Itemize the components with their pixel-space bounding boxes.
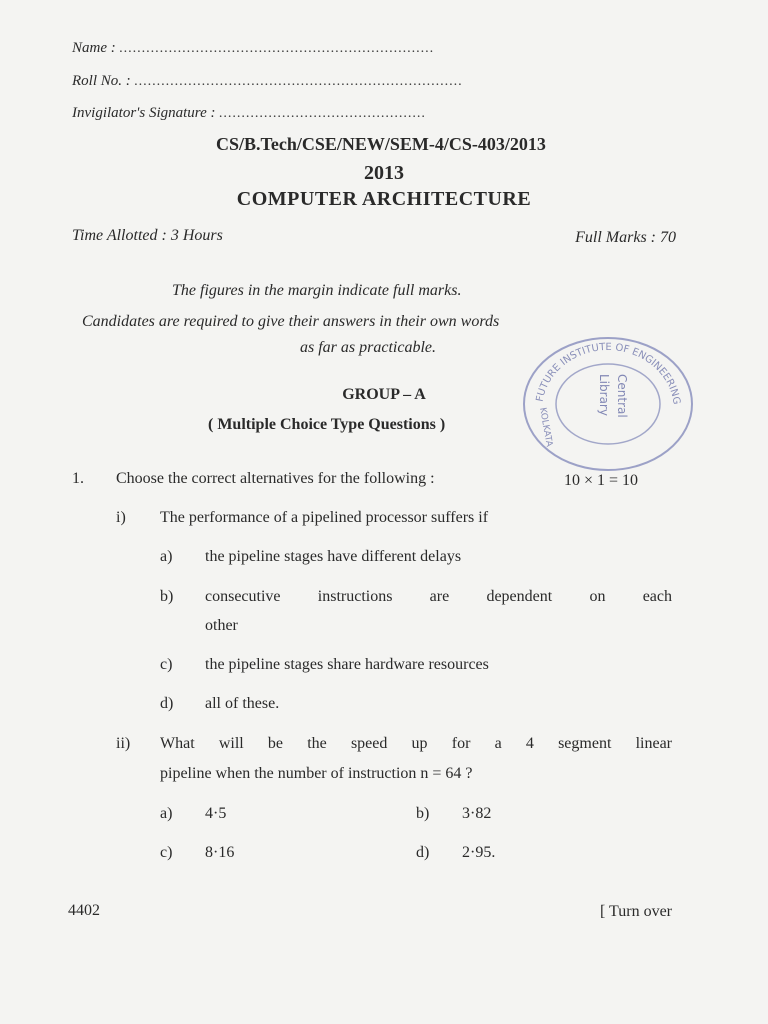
option-text: 4·5 — [205, 805, 227, 822]
roll-label: Roll No. : — [72, 73, 131, 89]
subq-1-text: The performance of a pipelined processor suffers if — [160, 509, 489, 526]
option-text: 8·16 — [205, 844, 235, 861]
option-label: d) — [160, 695, 174, 712]
option-label: a) — [160, 805, 173, 822]
option-label: a) — [160, 548, 173, 565]
name-field — [72, 40, 435, 57]
stamp-outer-text: FUTURE INSTITUTE OF ENGINEERING — [534, 341, 682, 406]
exam-subject: COMPUTER ARCHITECTURE — [236, 188, 532, 210]
question-text: Choose the correct alternatives for the following : — [116, 470, 435, 487]
instruction-line-1: The figures in the margin indicate full marks. — [172, 282, 462, 299]
invigilator-field — [72, 105, 426, 122]
option-text: 2·95. — [462, 844, 496, 861]
instruction-line-2: Candidates are required to give their answers in their own words — [82, 313, 500, 330]
option-label: d) — [416, 844, 430, 861]
exam-year: 2013 — [364, 162, 404, 184]
option-label: b) — [160, 588, 174, 605]
page-code: 4402 — [68, 902, 100, 919]
option-label: b) — [416, 805, 430, 822]
question-number: 1. — [72, 470, 84, 487]
option-text: the pipeline stages share hardware resources — [205, 656, 489, 673]
name-label: Name : — [72, 40, 116, 56]
option-text: consecutive instructions are dependent on each — [205, 588, 672, 605]
option-text: 3·82 — [462, 805, 492, 822]
group-title: GROUP – A — [342, 386, 426, 403]
stamp-center-line-1: Central — [615, 374, 629, 418]
turn-over: [ Turn over — [599, 903, 672, 920]
option-text: all of these. — [205, 695, 280, 712]
exam-code: CS/B.Tech/CSE/NEW/SEM-4/CS-403/2013 — [216, 134, 546, 154]
subq-2-number: ii) — [116, 735, 131, 752]
option-label: c) — [160, 656, 173, 673]
subq-2-text: What will be the speed up for a 4 segment linear — [160, 735, 672, 752]
invigilator-label: Invigilator's Signature : — [72, 105, 216, 121]
group-subtitle: ( Multiple Choice Type Questions ) — [208, 416, 446, 433]
option-text-continued: other — [205, 617, 238, 634]
invigilator-dots: .............................................. — [219, 106, 427, 121]
question-marks: 10 × 1 = 10 — [564, 472, 639, 489]
option-text: the pipeline stages have different delays — [205, 548, 462, 565]
stamp-center-line-2: Library — [597, 374, 611, 416]
stamp-left-text: KOLKATA — [537, 406, 554, 448]
subq-2-text-continued: pipeline when the number of instruction n = 64 ? — [160, 765, 473, 782]
subq-1-number: i) — [116, 509, 126, 526]
time-allotted: Time Allotted : 3 Hours — [72, 227, 223, 244]
roll-dots: ......................................................................... — [134, 74, 463, 89]
name-dots: ...................................................................... — [119, 41, 435, 56]
instruction-line-3: as far as practicable. — [300, 339, 436, 356]
roll-field — [72, 73, 463, 90]
full-marks: Full Marks : 70 — [575, 229, 676, 246]
option-label: c) — [160, 844, 173, 861]
